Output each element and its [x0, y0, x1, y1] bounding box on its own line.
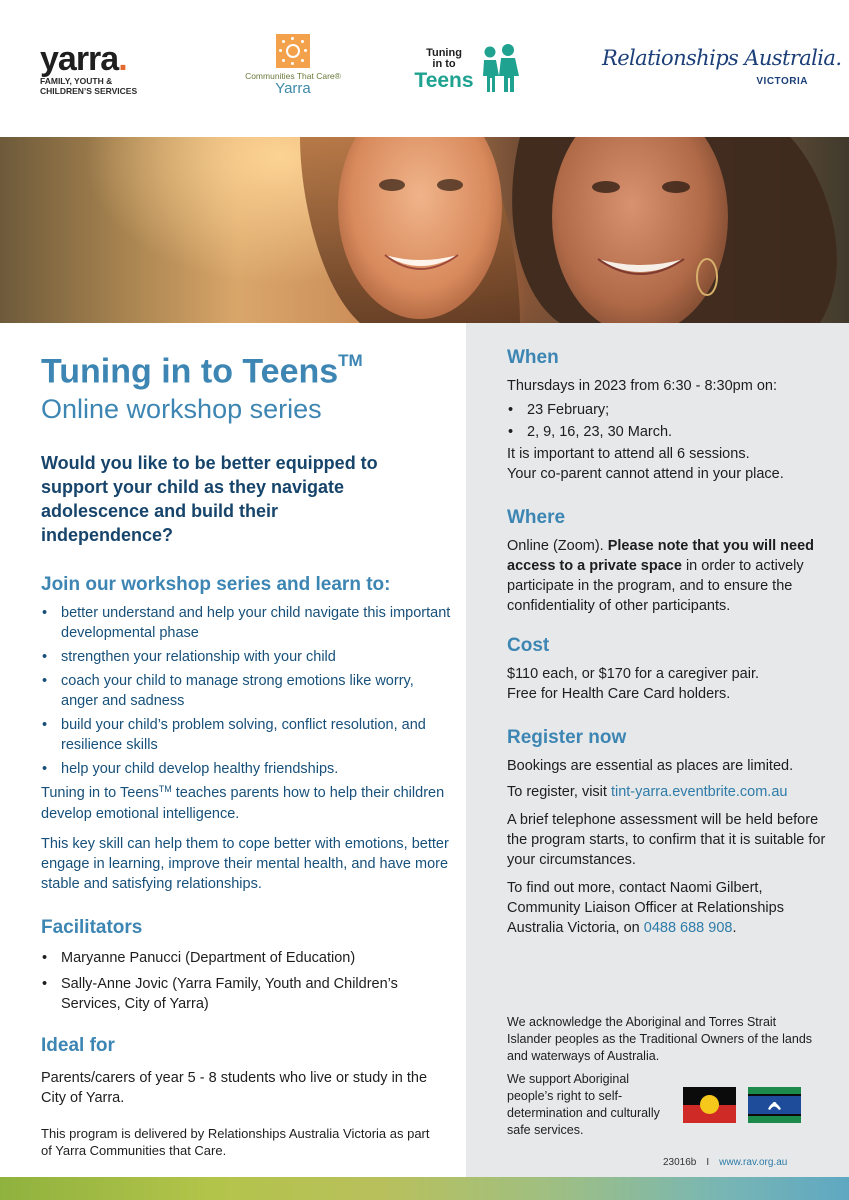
list-item: • strengthen your relationship with your child — [41, 647, 451, 667]
tint-description: Tuning in to Teens™ teaches parents how to help their children develop emotional intelligence. — [41, 784, 445, 823]
when-intro: Thursdays in 2023 from 6:30 - 8:30pm on: — [507, 378, 778, 394]
learn-heading: Join our workshop series and learn to: — [41, 574, 391, 596]
ideal-for-heading: Ideal for — [41, 1035, 115, 1057]
yarra-logo-subtitle: FAMILY, YOUTH & CHILDREN’S SERVICES — [40, 76, 138, 96]
main-column — [41, 346, 451, 1108]
list-item: • Maryanne Panucci (Department of Education) — [41, 948, 451, 968]
website-link[interactable]: www.rav.org.au — [719, 1157, 788, 1168]
teens-figures-icon — [476, 44, 524, 94]
list-item: • coach your child to manage strong emotions like worry, anger and sadness — [41, 671, 451, 711]
logo-strip — [0, 0, 849, 137]
where-heading: Where — [507, 507, 566, 528]
footer-reference: 23016b I www.rav.org.au — [663, 1157, 788, 1168]
co-parent-note: Your co-parent cannot attend in your place. — [507, 466, 784, 482]
delivery-note: This program is delivered by Relationships Australia Victoria as part of Yarra Communities that Care. — [41, 1126, 430, 1158]
eventbrite-link[interactable]: tint-yarra.eventbrite.com.au — [610, 784, 788, 800]
hero-photo — [0, 137, 849, 323]
tint-logo-line3: Teens — [414, 69, 474, 92]
yarra-logo — [40, 40, 180, 96]
cost-concession: Free for Health Care Card holders. — [507, 686, 731, 702]
assessment-note: A brief telephone assessment will be held before the program starts, to confirm that it is suitable for your circumstances. — [507, 812, 826, 868]
list-item: • build your child’s problem solving, conflict resolution, and resilience skills — [41, 715, 451, 755]
bookings-note: Bookings are essential as places are limited. — [507, 758, 794, 774]
list-item: • help your child develop healthy friendships. — [41, 759, 451, 779]
facilitators-heading: Facilitators — [41, 917, 143, 939]
self-determination-statement: We support Aboriginal people’s right to self-determination and culturally safe services. — [507, 1072, 660, 1137]
page-subtitle: Online workshop series — [41, 394, 322, 425]
communities-that-care-logo — [238, 34, 348, 97]
register-heading: Register now — [507, 727, 627, 748]
relationships-australia-logo — [602, 46, 842, 87]
cost-heading: Cost — [507, 635, 550, 656]
ra-logo-victoria: VICTORIA — [756, 76, 808, 87]
tint-logo-line2: in to — [432, 58, 456, 70]
ideal-for-text: Parents/carers of year 5 - 8 students who live or study in the City of Yarra. — [41, 1070, 428, 1107]
register-instructions: To register, visit tint-yarra.eventbrite.com.au — [507, 784, 788, 800]
list-item: • better understand and help your child navigate this important developmental phase — [41, 603, 451, 643]
tuning-in-to-teens-logo — [414, 44, 526, 94]
dates-list — [507, 400, 827, 442]
where-text: Online (Zoom). Please note that you will need access to a private space in order to actively participate in the program, and to ensure the confidentiality of other participants. — [507, 538, 815, 614]
details-column — [507, 346, 827, 938]
attendance-note: It is important to attend all 6 sessions. — [507, 446, 750, 462]
ctc-logo-line1: Communities That Care® — [245, 71, 341, 81]
page-title: Tuning in to Teens™ — [41, 351, 363, 391]
torres-strait-islander-flag-icon — [748, 1087, 801, 1123]
list-item: • 2, 9, 16, 23, 30 March. — [507, 422, 827, 442]
ra-logo-script: Relationships Australia. — [602, 46, 842, 70]
list-item: • 23 February; — [507, 400, 827, 420]
list-item: • Sally-Anne Jovic (Yarra Family, Youth and Children’s Services, City of Yarra) — [41, 974, 451, 1014]
facilitators-list — [41, 948, 451, 1014]
footer-gradient-bar — [0, 1177, 849, 1200]
tint-benefits: This key skill can help them to cope better with emotions, better engage in learning, improve their mental health, and have more stable and satisfying relationships. — [41, 836, 449, 893]
ctc-logo-line2: Yarra — [275, 80, 311, 97]
yarra-logo-word: yarra. — [40, 40, 127, 78]
learn-list — [41, 603, 451, 779]
mother-daughter-photo-illustration — [0, 137, 849, 323]
aboriginal-flag-icon — [683, 1087, 736, 1123]
when-heading: When — [507, 347, 559, 368]
contact-info: To find out more, contact Naomi Gilbert, Community Liaison Officer at Relationships Australia Victoria, on 0488 688 908. — [507, 880, 784, 936]
phone-link[interactable]: 0488 688 908 — [643, 920, 733, 936]
cost-price: $110 each, or $170 for a caregiver pair. — [507, 666, 760, 682]
tint-logo-line1: Tuning — [426, 47, 462, 59]
ctc-sun-icon — [276, 34, 310, 68]
acknowledgement-of-country: We acknowledge the Aboriginal and Torres Strait Islander peoples as the Traditional Owners of the lands and waterways of Australia. — [507, 1015, 813, 1063]
lead-question: Would you like to be better equipped to support your child as they navigate adolescence and build their independence? — [41, 453, 378, 546]
